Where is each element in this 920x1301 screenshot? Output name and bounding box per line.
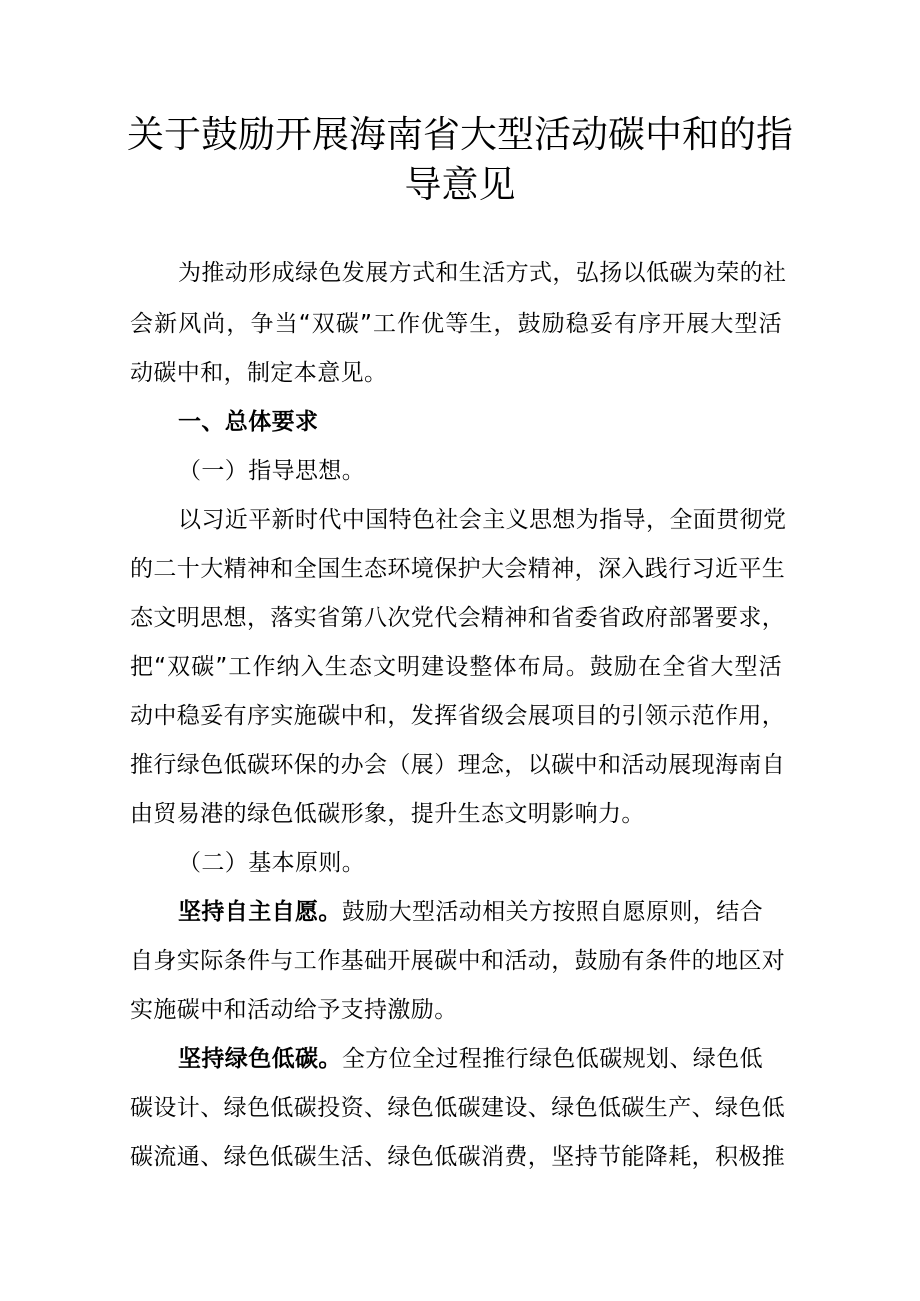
intro-line-2: 会新风尚，争当“双碳”工作优等生，鼓励稳妥有序开展大型活 [130, 311, 782, 337]
guiding-line-3: 态文明思想，落实省第八次党代会精神和省委省政府部署要求， [130, 605, 786, 631]
principle-2-lead: 坚持绿色低碳。 [178, 1046, 342, 1072]
guiding-line-4: 把“双碳”工作纳入生态文明建设整体布局。鼓励在全省大型活 [130, 654, 782, 680]
guiding-line-6: 推行绿色低碳环保的办会（展）理念，以碳中和活动展现海南自 [130, 752, 786, 778]
section-heading-overall-requirements: 一、总体要求 [178, 409, 319, 435]
guiding-line-2: 的二十大精神和全国生态环境保护大会精神，深入践行习近平生 [130, 556, 786, 582]
document-title-line-2: 导意见 [404, 163, 516, 206]
principle-1-lead: 坚持自主自愿。 [178, 899, 342, 925]
principle-1-line-2: 自身实际条件与工作基础开展碳中和活动，鼓励有条件的地区对 [130, 948, 786, 974]
subsection-heading-basic-principles: （二）基本原则。 [178, 850, 366, 876]
principle-2-line-1 [178, 1043, 764, 1075]
guiding-line-5: 动中稳妥有序实施碳中和，发挥省级会展项目的引领示范作用， [130, 703, 786, 729]
principle-2-line-1-text: 全方位全过程推行绿色低碳规划、绿色低 [341, 1046, 764, 1072]
guiding-line-1: 以习近平新时代中国特色社会主义思想为指导，全面贯彻党 [178, 507, 787, 533]
document-title-line-1: 关于鼓励开展海南省大型活动碳中和的指 [127, 113, 793, 156]
principle-2-line-2: 碳设计、绿色低碳投资、绿色低碳建设、绿色低碳生产、绿色低 [130, 1095, 786, 1121]
guiding-line-7: 由贸易港的绿色低碳形象，提升生态文明影响力。 [130, 801, 645, 827]
principle-2-line-3: 碳流通、绿色低碳生活、绿色低碳消费，坚持节能降耗，积极推 [130, 1144, 786, 1170]
subsection-heading-guiding-ideology: （一）指导思想。 [178, 458, 366, 484]
principle-1-line-1 [178, 896, 764, 928]
intro-line-3: 动碳中和，制定本意见。 [130, 360, 388, 386]
principle-1-line-1-text: 鼓励大型活动相关方按照自愿原则，结合 [341, 899, 764, 925]
intro-line-1: 为推动形成绿色发展方式和生活方式，弘扬以低碳为荣的社 [178, 260, 787, 286]
principle-1-line-3: 实施碳中和活动给予支持激励。 [130, 997, 458, 1023]
